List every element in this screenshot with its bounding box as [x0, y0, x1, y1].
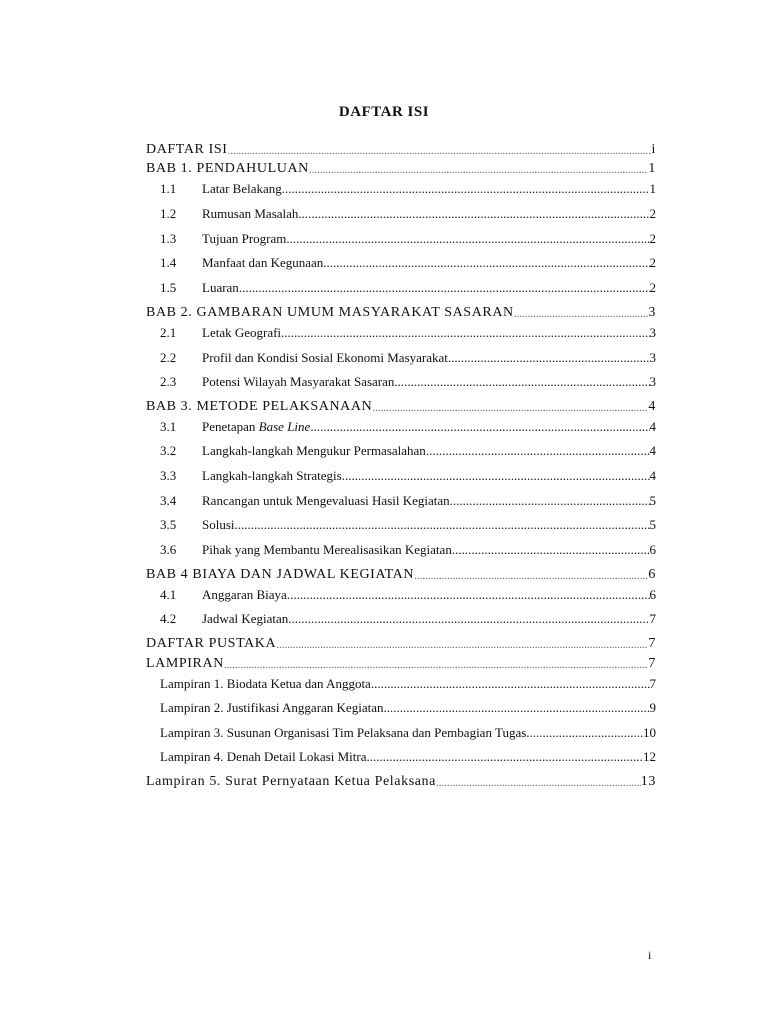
toc-entry-label — [202, 419, 310, 435]
toc-entry-label — [146, 161, 309, 177]
toc-entry-label-text: Latar Belakang — [202, 181, 282, 196]
toc-entry-page: 4 — [649, 419, 656, 434]
toc-entry-number: 1.1 — [160, 181, 177, 196]
dot-leader — [235, 517, 650, 533]
toc-entry — [146, 749, 656, 765]
toc-entry — [146, 280, 656, 296]
toc-entry-page: 2 — [649, 280, 656, 295]
toc-entry-label — [160, 725, 526, 741]
dot-leader — [288, 611, 649, 627]
toc-entry-label — [160, 676, 371, 692]
toc-entry-label-text: Langkah-langkah Strategis — [202, 468, 342, 483]
toc-entry — [146, 611, 656, 627]
toc-entry-label — [202, 325, 281, 341]
dot-leader — [383, 700, 649, 716]
toc-entry-number: 3.3 — [160, 468, 177, 483]
dot-leader — [372, 399, 648, 415]
toc-entry — [146, 725, 656, 741]
dot-leader — [526, 725, 643, 741]
toc-entry-page: 5 — [649, 517, 656, 532]
toc-entry-label-text: Rumusan Masalah — [202, 206, 299, 221]
toc-entry — [146, 468, 656, 484]
toc-entry-label — [202, 231, 286, 247]
toc-entry-number: 1.4 — [160, 255, 177, 270]
toc-entry — [146, 656, 656, 672]
toc-entry-page: 2 — [649, 206, 656, 221]
toc-entry-page: 3 — [649, 350, 656, 365]
toc-entry-number: 2.3 — [160, 374, 177, 389]
toc-entry-page: 2 — [649, 231, 656, 246]
toc-entry — [146, 399, 656, 415]
toc-entry-page: 1 — [648, 161, 656, 176]
toc-entry-label-text: BAB 4 BIAYA DAN JADWAL KEGIATAN — [146, 567, 415, 582]
toc-entry-label-text: Rancangan untuk Mengevaluasi Hasil Kegiatan — [202, 493, 450, 508]
toc-entry-label-text: Profil dan Kondisi Sosial Ekonomi Masyarakat — [202, 350, 448, 365]
toc-entry-page: 5 — [649, 493, 656, 508]
dot-leader — [309, 161, 649, 177]
toc-entry-label-text: Langkah-langkah Mengukur Permasalahan — [202, 443, 426, 458]
toc-entry-label — [146, 636, 276, 652]
toc-entry — [146, 493, 656, 509]
toc-entry-page: 7 — [649, 611, 656, 626]
toc-entry-page: 4 — [648, 399, 656, 414]
toc-entry — [146, 587, 656, 603]
toc-entry — [146, 374, 656, 390]
toc-entry-label — [160, 749, 367, 765]
toc-entry-page: 9 — [649, 700, 656, 715]
toc-entry-page: 3 — [648, 305, 656, 320]
toc-entry-page: 6 — [649, 587, 656, 602]
toc-entry-page: 3 — [649, 374, 656, 389]
dot-leader — [239, 280, 650, 296]
toc-entry-number: 2.1 — [160, 325, 177, 340]
toc-entry-label — [146, 305, 514, 321]
toc-entry-page: 6 — [648, 567, 656, 582]
toc-entry-label — [146, 399, 372, 415]
toc-entry — [146, 419, 656, 435]
dot-leader — [414, 567, 648, 583]
toc-entry-number: 1.3 — [160, 231, 177, 246]
toc-entry-label-text: BAB 1. PENDAHULUAN — [146, 161, 309, 176]
dot-leader — [448, 350, 650, 366]
toc-entry-page: 2 — [649, 255, 656, 270]
dot-leader — [276, 636, 648, 652]
toc-entry — [146, 255, 656, 271]
toc-entry-label-text: Pihak yang Membantu Merealisasikan Kegiatan — [202, 542, 452, 557]
toc-entry-label — [202, 443, 426, 459]
toc-entry-label — [202, 374, 394, 390]
toc-entry-label-text: Jadwal Kegiatan — [202, 611, 289, 626]
toc-entry-label-text: Tujuan Program — [202, 231, 287, 246]
toc-entry — [146, 161, 656, 177]
dot-leader — [452, 542, 650, 558]
toc-entry-label-text: Lampiran 2. Justifikasi Anggaran Kegiatan — [160, 700, 384, 715]
toc-entry — [146, 676, 656, 692]
toc-entry-page: 4 — [649, 443, 656, 458]
toc-entry-number: 4.2 — [160, 611, 177, 626]
dot-leader — [426, 443, 650, 459]
dot-leader — [514, 305, 649, 321]
toc-entry-label-text: Lampiran 4. Denah Detail Lokasi Mitra — [160, 749, 367, 764]
toc-entry-label-text: Letak Geografi — [202, 325, 282, 340]
toc-entry-label — [202, 542, 452, 558]
toc-entry — [146, 181, 656, 197]
dot-leader — [450, 493, 650, 509]
dot-leader — [298, 206, 649, 222]
toc-entry — [146, 517, 656, 533]
toc-entry-number: 3.5 — [160, 517, 177, 532]
toc-entry-label-text: Lampiran 3. Susunan Organisasi Tim Pelaksana dan Pembagian Tugas — [160, 725, 527, 740]
toc-entry-label — [202, 280, 239, 296]
toc-entry-label — [160, 700, 383, 716]
page-number-footer: i — [648, 948, 652, 962]
toc-entry-number: 1.2 — [160, 206, 177, 221]
toc-entry-number: 1.5 — [160, 280, 177, 295]
toc-entry — [146, 305, 656, 321]
toc-entry-page: 1 — [649, 181, 656, 196]
dot-leader — [287, 587, 650, 603]
toc-entry-label-text: DAFTAR ISI — [146, 142, 228, 157]
toc-entry — [146, 231, 656, 247]
toc-entry-label — [146, 656, 224, 672]
toc-entry-page: 6 — [649, 542, 656, 557]
dot-leader — [228, 142, 652, 158]
toc-entry-label — [146, 774, 436, 790]
toc-entry — [146, 142, 656, 158]
dot-leader — [436, 774, 641, 790]
toc-entry-page: 10 — [643, 725, 656, 740]
toc-entry-label-italic: Base Line — [258, 419, 311, 434]
toc-entry-label-text: Lampiran 1. Biodata Ketua dan Anggota — [160, 676, 371, 691]
toc-entry-label-text: LAMPIRAN — [146, 656, 224, 671]
toc-entry-number: 4.1 — [160, 587, 177, 602]
toc-entry-label-text: Lampiran 5. Surat Pernyataan Ketua Pelaksana — [146, 774, 436, 789]
toc-entry-label — [202, 493, 450, 509]
toc-entry-number: 2.2 — [160, 350, 177, 365]
toc-entry-label — [146, 567, 414, 583]
toc-entry-label — [202, 587, 287, 603]
dot-leader — [323, 255, 649, 271]
dot-leader — [224, 656, 648, 672]
toc-entry-page: 4 — [649, 468, 656, 483]
dot-leader — [281, 325, 649, 341]
toc-entry-label — [146, 142, 228, 158]
dot-leader — [342, 468, 650, 484]
toc-entry-number: 3.2 — [160, 443, 177, 458]
toc-entry-label-text: DAFTAR PUSTAKA — [146, 636, 277, 651]
toc-entry-page: 13 — [640, 774, 656, 789]
toc-entry-page: 7 — [649, 676, 656, 691]
toc-entry-label-text: BAB 3. METODE PELAKSANAAN — [146, 399, 373, 414]
toc-entry-page: i — [651, 142, 656, 157]
toc-entry-label-text: Solusi — [202, 517, 235, 532]
toc-entry-label-text: BAB 2. GAMBARAN UMUM MASYARAKAT SASARAN — [146, 305, 514, 320]
toc-entry-label-text: Penetapan — [202, 419, 259, 434]
toc-entry-label — [202, 350, 448, 366]
toc-entry-label-text: Potensi Wilayah Masyarakat Sasaran — [202, 374, 395, 389]
toc-entry — [146, 567, 656, 583]
toc-entry-number: 3.6 — [160, 542, 177, 557]
toc-entry — [146, 443, 656, 459]
toc-entry-label — [202, 181, 282, 197]
dot-leader — [394, 374, 649, 390]
toc-entry-label — [202, 468, 342, 484]
toc-entry-label — [202, 517, 235, 533]
toc-entry-number: 3.1 — [160, 419, 177, 434]
dot-leader — [310, 419, 649, 435]
toc-entry-page: 7 — [648, 656, 656, 671]
toc-entry — [146, 774, 656, 790]
toc-entry-page: 3 — [649, 325, 656, 340]
toc-entry — [146, 325, 656, 341]
toc-entry-label-text: Manfaat dan Kegunaan — [202, 255, 324, 270]
dot-leader — [286, 231, 649, 247]
toc-entry-number: 3.4 — [160, 493, 177, 508]
toc-entry-label — [202, 611, 288, 627]
toc-entry — [146, 636, 656, 652]
toc-entry-label-text: Anggaran Biaya — [202, 587, 287, 602]
toc-entry — [146, 700, 656, 716]
toc-entry — [146, 350, 656, 366]
toc-entry-page: 12 — [643, 749, 656, 764]
toc-entry-label — [202, 206, 298, 222]
toc-entry — [146, 542, 656, 558]
toc-entry-label-text: Luaran — [202, 280, 239, 295]
dot-leader — [371, 676, 650, 692]
toc-entry — [146, 206, 656, 222]
page-title: DAFTAR ISI — [338, 104, 430, 120]
dot-leader — [282, 181, 650, 197]
toc-entry-page: 7 — [648, 636, 656, 651]
dot-leader — [367, 749, 644, 765]
toc-entry-label — [202, 255, 323, 271]
